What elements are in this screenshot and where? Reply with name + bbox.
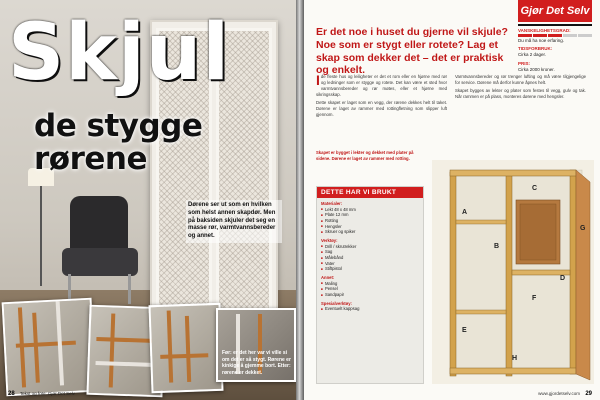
cabinet-caption: Dørene ser ut som en hvilken som helst annen skapdør. Men på baksiden skjuler det seg en masse rør, varmtvannsbereder og annet. bbox=[186, 200, 282, 243]
price-text: Cirka 2000 kroner. bbox=[518, 66, 555, 72]
materials-item: ■ Lekt 48 x 48 mm bbox=[321, 207, 419, 213]
headline-main: Skjul bbox=[8, 8, 231, 98]
time-label: TIDSFORBRUK: bbox=[518, 46, 553, 51]
materials-item: ■ Plate 12 mm bbox=[321, 212, 419, 218]
photo-pipes-1 bbox=[2, 298, 97, 397]
difficulty-segment bbox=[518, 34, 532, 37]
difficulty-segment bbox=[533, 34, 547, 37]
magazine-spine bbox=[296, 0, 304, 400]
headline-sub bbox=[34, 110, 202, 175]
left-page bbox=[0, 0, 296, 400]
photo-pipes-3 bbox=[148, 303, 223, 393]
diagram-label-d: D bbox=[560, 275, 566, 282]
diagram-label-c: C bbox=[532, 185, 538, 192]
diagram-label-f: F bbox=[532, 295, 537, 302]
body-col1-p2: Dette skapet er laget som en vegg, der rørene dekkes helt til taket. Dørene er laget av rammer med rottingfletning som slipper luft gjennom. bbox=[316, 99, 447, 117]
brace-lower bbox=[456, 310, 506, 314]
materials-list bbox=[317, 198, 423, 315]
materials-group-title: Materialer: bbox=[321, 201, 343, 206]
materials-group-title: Verktøy: bbox=[321, 238, 338, 244]
chair-back bbox=[70, 196, 128, 256]
difficulty-segment bbox=[563, 34, 577, 37]
drop-cap: I bbox=[316, 72, 320, 88]
diagram-label-h: H bbox=[512, 355, 518, 362]
materials-item: ■ Hengsler bbox=[321, 224, 419, 230]
materials-item: ■ Rotting bbox=[321, 218, 419, 224]
diagram-label-g: G bbox=[580, 225, 586, 232]
page-number-right: 29 bbox=[585, 391, 592, 397]
folio-right bbox=[538, 391, 592, 397]
materials-box-title: DETTE HAR VI BRUKT bbox=[317, 187, 423, 198]
price-label: PRIS: bbox=[518, 60, 531, 66]
page-number-left: 28 bbox=[8, 391, 15, 397]
frame-caption: Skapet er bygget i lekter og dekket med plater på sidene. Dørene er laget av rammer med rotting. bbox=[316, 150, 414, 161]
folio-left bbox=[8, 391, 75, 397]
folio-right-text: www.gjordetselv.com bbox=[538, 391, 581, 396]
materials-item: ■ Stiftpistol bbox=[321, 266, 419, 272]
frame-rail-bottom bbox=[450, 368, 576, 374]
frame-post-left bbox=[450, 172, 456, 376]
body-col1-p1: de fleste hus og leiligheter er det et rom eller en hjørne med rør og ledninger som er stygge og rotete. Det kan være et sted hvor varmtvannsbereder og rør møtes, eller et hjørne med sikringsskap. bbox=[316, 74, 447, 97]
frame-post-middle bbox=[506, 172, 512, 376]
diagram-label-b: B bbox=[494, 243, 500, 250]
materials-item: ■ Pensel bbox=[321, 286, 419, 292]
photos-caption: Før: er det her var vi ville si om det er så stygt. Rørene er kinkige å gjemme bort. Etter: rørene er dekket. bbox=[222, 350, 291, 376]
folio-left-text: Tekst og foto: Gjør Det Selv bbox=[19, 391, 75, 396]
difficulty-segment bbox=[548, 34, 562, 37]
difficulty-text: Du må ha noe erfaring. bbox=[518, 38, 565, 43]
headline-sub-line2: rørene bbox=[34, 140, 147, 177]
side-panel bbox=[576, 170, 590, 380]
brand-rule bbox=[518, 24, 592, 26]
chair-seat bbox=[62, 248, 138, 276]
brace-upper bbox=[456, 220, 506, 224]
info-panel bbox=[518, 28, 592, 72]
cabinet-frame-diagram bbox=[432, 160, 594, 384]
materials-item: ■ Skruer og spiker bbox=[321, 229, 419, 235]
diagram-label-a: A bbox=[462, 209, 468, 216]
time-text: Cirka 2 dager. bbox=[518, 51, 547, 57]
lead-paragraph: Er det noe i huset du gjerne vil skjule? Noe som er stygt eller rotete? Lag et skap som dekker det – det er praktisk og enkelt. bbox=[316, 26, 508, 77]
body-col2-p2: Skapet bygges av lekter og plater som festes til vegg, gulv og tak. Når rammen er på plass, monteres dørene med hengsler. bbox=[455, 87, 586, 99]
time-block bbox=[518, 46, 592, 58]
materials-group-title: Annet: bbox=[321, 275, 335, 281]
materials-item: ■ Drill / skrutrekker bbox=[321, 244, 419, 250]
materials-item: ■ Vater bbox=[321, 261, 419, 267]
price-block bbox=[518, 61, 592, 73]
materials-item: ■ Maling bbox=[321, 281, 419, 287]
body-col2-p1: Varmtvannsbereder og rør trenger lufting og må være tilgjengelige for service. Dørene må derfor kunne åpnes helt. bbox=[455, 74, 586, 85]
materials-item: ■ Eventuelt kappsag bbox=[321, 306, 419, 312]
floor-lamp bbox=[34, 168, 48, 288]
right-page bbox=[304, 0, 600, 400]
materials-item: ■ Målebånd bbox=[321, 255, 419, 261]
materials-box bbox=[316, 186, 424, 384]
frame-rail-top bbox=[450, 170, 576, 176]
diagram-label-e: E bbox=[462, 327, 467, 334]
frame-post-right bbox=[570, 170, 576, 374]
materials-item: ■ Sag bbox=[321, 249, 419, 255]
brand-logo: Gjør Det Selv bbox=[518, 0, 592, 22]
materials-group-title: Spesialverktøy: bbox=[321, 300, 352, 306]
body-column-1 bbox=[316, 74, 447, 182]
door-panel-inset bbox=[520, 204, 556, 260]
armchair bbox=[62, 196, 144, 306]
materials-item: ■ Sandpapir bbox=[321, 292, 419, 298]
lamp-pole bbox=[40, 186, 42, 286]
headline-sub-line1: de stygge bbox=[34, 108, 203, 144]
difficulty-meter bbox=[518, 34, 592, 37]
difficulty-label: VANSKELIGHETSGRAD: bbox=[518, 28, 571, 33]
difficulty-segment bbox=[578, 34, 592, 37]
